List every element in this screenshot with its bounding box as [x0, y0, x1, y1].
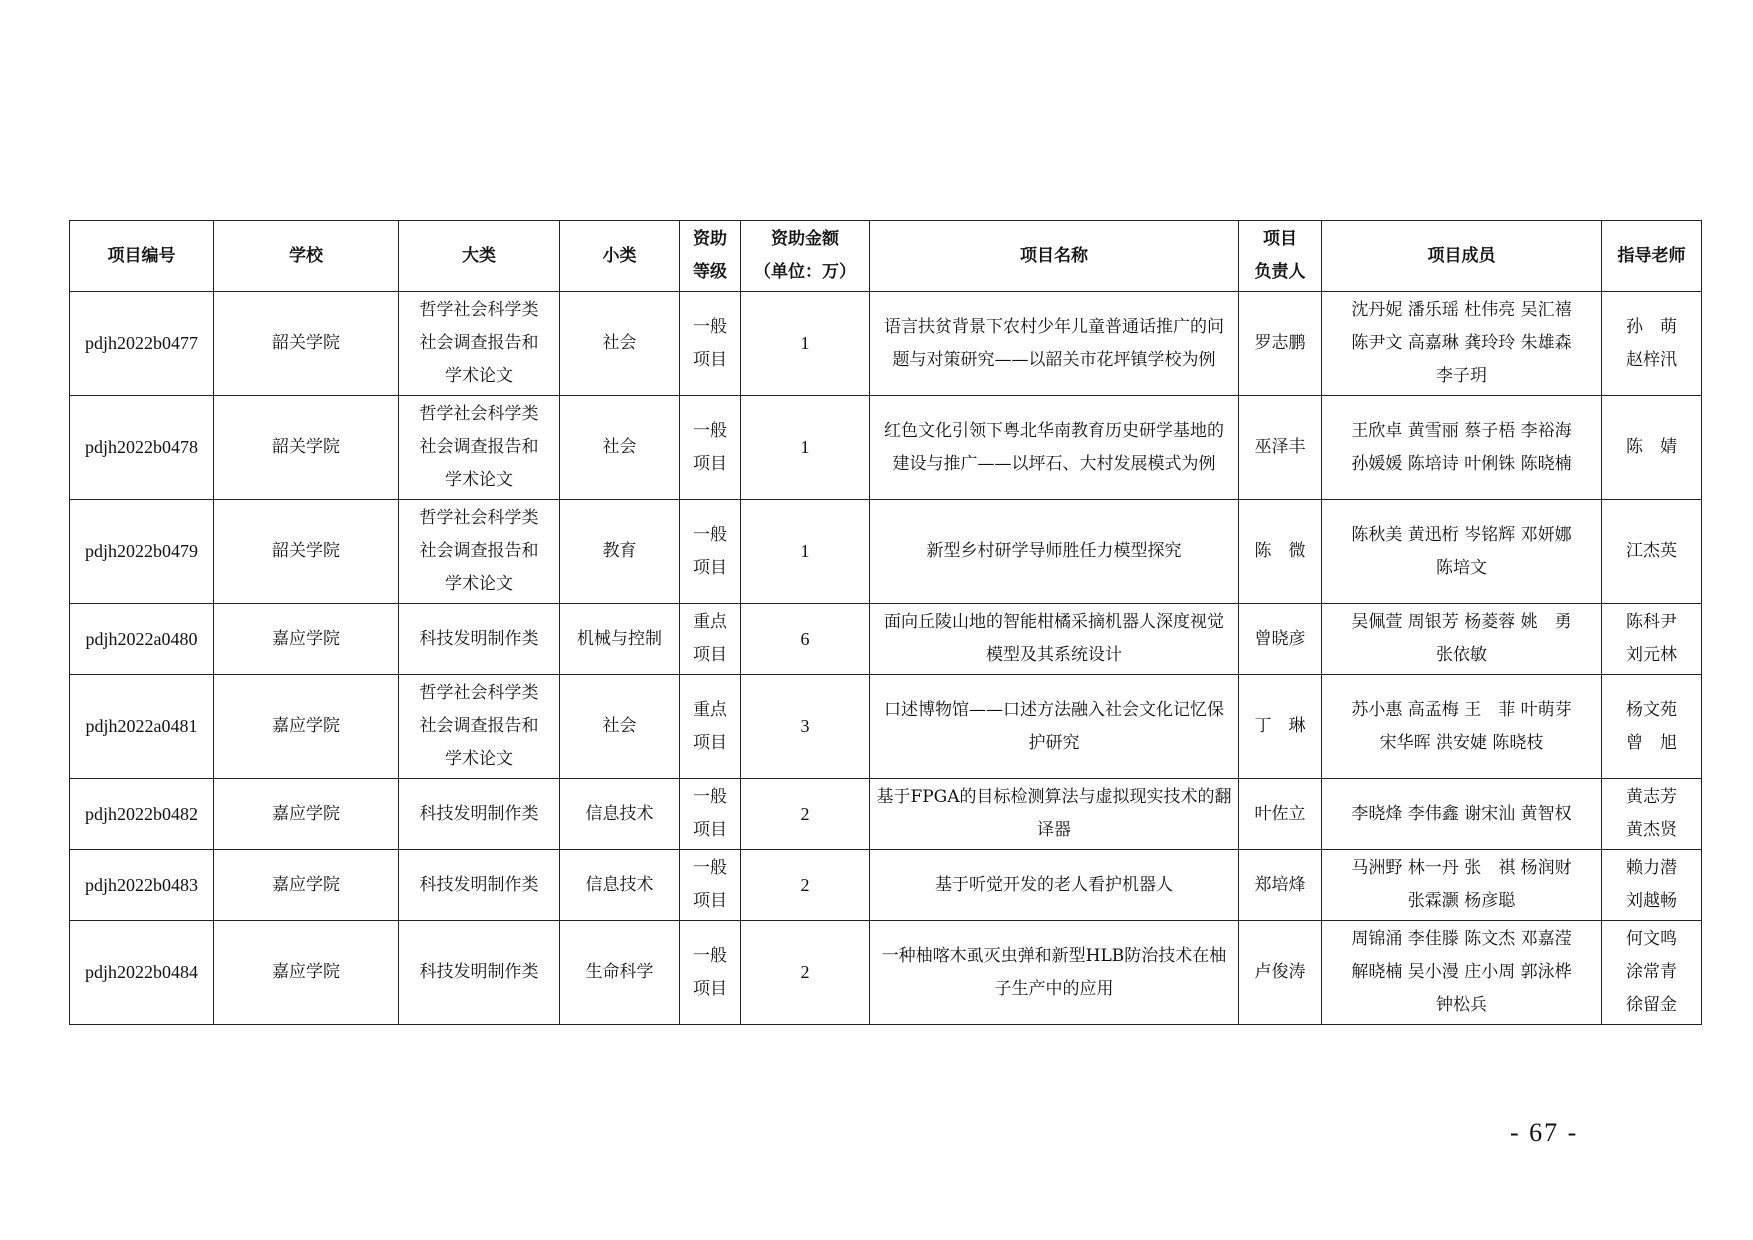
table-row	[70, 500, 1702, 604]
header-funding-level: 资助 等级	[680, 221, 741, 292]
table-row	[70, 396, 1702, 500]
cell-amount: 2	[741, 850, 870, 921]
cell-level: 一般 项目	[680, 850, 741, 921]
cell-level: 一般 项目	[680, 921, 741, 1025]
cell-project-id: pdjh2022b0478	[70, 396, 214, 500]
cell-category: 哲学社会科学类 社会调查报告和 学术论文	[399, 292, 560, 396]
cell-level: 重点 项目	[680, 604, 741, 675]
cell-members: 马洲野 林一丹 张 祺 杨润财 张霖灏 杨彦聪	[1322, 850, 1602, 921]
header-members: 项目成员	[1322, 221, 1602, 292]
cell-category: 科技发明制作类	[399, 779, 560, 850]
cell-school: 嘉应学院	[214, 604, 399, 675]
cell-project-name: 语言扶贫背景下农村少年儿童普通话推广的问题与对策研究——以韶关市花坪镇学校为例	[870, 292, 1239, 396]
cell-amount: 1	[741, 292, 870, 396]
cell-project-id: pdjh2022b0477	[70, 292, 214, 396]
cell-category: 哲学社会科学类 社会调查报告和 学术论文	[399, 500, 560, 604]
cell-advisors: 孙 萌 赵梓汛	[1602, 292, 1702, 396]
cell-leader: 曾晓彦	[1239, 604, 1322, 675]
page-number: - 67 -	[1510, 1118, 1579, 1147]
header-school: 学校	[214, 221, 399, 292]
table-row	[70, 779, 1702, 850]
table-header-row	[70, 221, 1702, 292]
cell-subcategory: 社会	[560, 675, 680, 779]
cell-project-id: pdjh2022a0480	[70, 604, 214, 675]
cell-project-name: 基于FPGA的目标检测算法与虚拟现实技术的翻译器	[870, 779, 1239, 850]
cell-leader: 陈 微	[1239, 500, 1322, 604]
cell-leader: 罗志鹏	[1239, 292, 1322, 396]
cell-project-id: pdjh2022b0479	[70, 500, 214, 604]
header-project-id: 项目编号	[70, 221, 214, 292]
cell-subcategory: 信息技术	[560, 850, 680, 921]
cell-school: 韶关学院	[214, 396, 399, 500]
header-funding-amount: 资助金额 （单位：万）	[741, 221, 870, 292]
cell-members: 李晓烽 李伟鑫 谢宋汕 黄智权	[1322, 779, 1602, 850]
cell-advisors: 赖力潜 刘越畅	[1602, 850, 1702, 921]
cell-project-name: 口述博物馆——口述方法融入社会文化记忆保护研究	[870, 675, 1239, 779]
cell-school: 嘉应学院	[214, 921, 399, 1025]
cell-project-name: 新型乡村研学导师胜任力模型探究	[870, 500, 1239, 604]
cell-level: 一般 项目	[680, 500, 741, 604]
cell-category: 科技发明制作类	[399, 921, 560, 1025]
cell-category: 哲学社会科学类 社会调查报告和 学术论文	[399, 675, 560, 779]
table-row	[70, 292, 1702, 396]
cell-members: 陈秋美 黄迅桁 岑铭辉 邓妍娜 陈培文	[1322, 500, 1602, 604]
cell-advisors: 陈 婧	[1602, 396, 1702, 500]
cell-project-name: 面向丘陵山地的智能柑橘采摘机器人深度视觉模型及其系统设计	[870, 604, 1239, 675]
project-table	[69, 220, 1702, 1025]
cell-level: 重点 项目	[680, 675, 741, 779]
cell-advisors: 陈科尹 刘元林	[1602, 604, 1702, 675]
cell-leader: 叶佐立	[1239, 779, 1322, 850]
cell-advisors: 何文鸣 涂常青 徐留金	[1602, 921, 1702, 1025]
table-row	[70, 921, 1702, 1025]
cell-advisors: 江杰英	[1602, 500, 1702, 604]
cell-subcategory: 信息技术	[560, 779, 680, 850]
table-row	[70, 850, 1702, 921]
cell-leader: 巫泽丰	[1239, 396, 1322, 500]
table-row	[70, 675, 1702, 779]
cell-subcategory: 社会	[560, 292, 680, 396]
cell-members: 苏小惠 高孟梅 王 菲 叶萌芽 宋华晖 洪安婕 陈晓枝	[1322, 675, 1602, 779]
header-subcategory: 小类	[560, 221, 680, 292]
header-advisors: 指导老师	[1602, 221, 1702, 292]
cell-subcategory: 机械与控制	[560, 604, 680, 675]
cell-level: 一般 项目	[680, 779, 741, 850]
cell-members: 周锦涌 李佳滕 陈文杰 邓嘉滢 解晓楠 吴小漫 庄小周 郭泳桦 钟松兵	[1322, 921, 1602, 1025]
header-leader: 项目 负责人	[1239, 221, 1322, 292]
cell-members: 吴佩萱 周银芳 杨菱蓉 姚 勇 张依敏	[1322, 604, 1602, 675]
cell-project-name: 基于听觉开发的老人看护机器人	[870, 850, 1239, 921]
cell-amount: 1	[741, 500, 870, 604]
cell-members: 王欣卓 黄雪丽 蔡子梧 李裕海 孙媛媛 陈培诗 叶俐铢 陈晓楠	[1322, 396, 1602, 500]
cell-category: 科技发明制作类	[399, 604, 560, 675]
header-category: 大类	[399, 221, 560, 292]
cell-category: 哲学社会科学类 社会调查报告和 学术论文	[399, 396, 560, 500]
cell-school: 韶关学院	[214, 292, 399, 396]
cell-category: 科技发明制作类	[399, 850, 560, 921]
cell-subcategory: 生命科学	[560, 921, 680, 1025]
cell-project-id: pdjh2022b0482	[70, 779, 214, 850]
cell-level: 一般 项目	[680, 292, 741, 396]
cell-advisors: 黄志芳 黄杰贤	[1602, 779, 1702, 850]
cell-subcategory: 教育	[560, 500, 680, 604]
cell-project-id: pdjh2022b0483	[70, 850, 214, 921]
cell-project-id: pdjh2022a0481	[70, 675, 214, 779]
cell-amount: 2	[741, 779, 870, 850]
cell-school: 嘉应学院	[214, 850, 399, 921]
cell-school: 韶关学院	[214, 500, 399, 604]
cell-amount: 6	[741, 604, 870, 675]
cell-leader: 郑培烽	[1239, 850, 1322, 921]
cell-project-name: 红色文化引领下粤北华南教育历史研学基地的建设与推广——以坪石、大村发展模式为例	[870, 396, 1239, 500]
cell-project-id: pdjh2022b0484	[70, 921, 214, 1025]
cell-level: 一般 项目	[680, 396, 741, 500]
cell-leader: 卢俊涛	[1239, 921, 1322, 1025]
header-project-name: 项目名称	[870, 221, 1239, 292]
cell-school: 嘉应学院	[214, 779, 399, 850]
cell-leader: 丁 琳	[1239, 675, 1322, 779]
cell-amount: 3	[741, 675, 870, 779]
cell-subcategory: 社会	[560, 396, 680, 500]
cell-project-name: 一种柚喀木虱灭虫弹和新型HLB防治技术在柚子生产中的应用	[870, 921, 1239, 1025]
cell-advisors: 杨文苑 曾 旭	[1602, 675, 1702, 779]
cell-members: 沈丹妮 潘乐瑶 杜伟亮 吴汇禧 陈尹文 高嘉琳 龚玲玲 朱雄森 李子玥	[1322, 292, 1602, 396]
cell-amount: 1	[741, 396, 870, 500]
table-row	[70, 604, 1702, 675]
cell-amount: 2	[741, 921, 870, 1025]
cell-school: 嘉应学院	[214, 675, 399, 779]
